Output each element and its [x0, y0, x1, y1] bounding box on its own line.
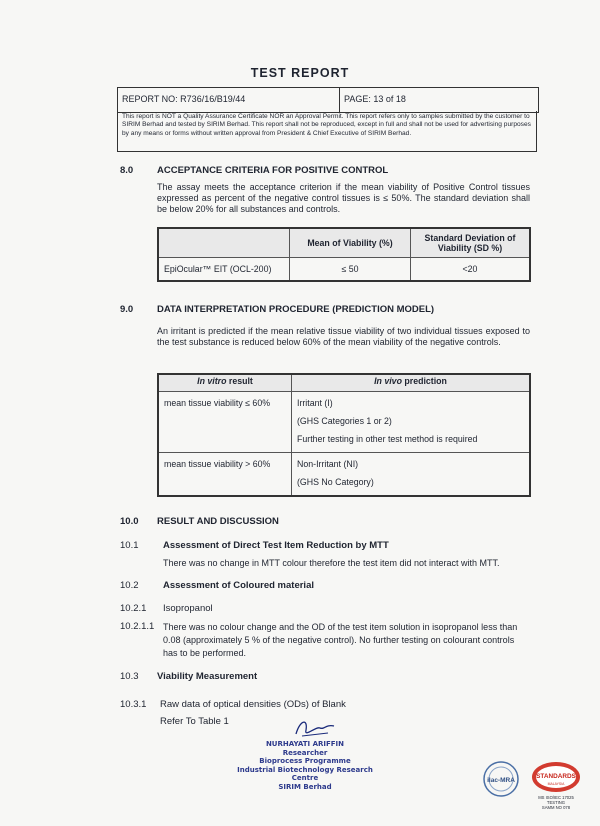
section-10-number: 10.0 [120, 516, 139, 527]
signature-block [230, 740, 380, 791]
section-8-heading: ACCEPTANCE CRITERIA FOR POSITIVE CONTROL [157, 165, 389, 176]
section-8-paragraph: The assay meets the acceptance criterion if the mean viability of Positive Control tissues expressed as percent of the negative control tissues is ≤ 50%. The standard deviation shall be below 20% for all substances and controls. [157, 182, 530, 214]
section-10-2-1-number: 10.2.1 [120, 603, 147, 614]
section-10-2-1-text: Isopropanol [163, 603, 213, 614]
section-10-2-heading: Assessment of Coloured material [163, 580, 314, 591]
ilac-mra-logo [482, 760, 520, 798]
section-9-paragraph: An irritant is predicted if the mean relative tissue viability of two individual tissues exposed to the test substance is reduced below 60% of the mean viability of the negative controls. [157, 326, 530, 347]
page-number: PAGE: 13 of 18 [344, 94, 406, 104]
section-10-2-number: 10.2 [120, 580, 139, 591]
signatory-role: Researcher [282, 748, 328, 757]
col-mean-viability: Mean of Viability (%) [290, 228, 411, 258]
section-10-3-1-text: Raw data of optical densities (ODs) of Blank [160, 699, 346, 710]
section-10-3-1-number: 10.3.1 [120, 699, 147, 710]
signatory-centre: Industrial Biotechnology Research Centre [237, 765, 373, 782]
signatory-programme: Bioprocess Programme [259, 757, 351, 765]
report-title: TEST REPORT [250, 66, 350, 80]
prediction-model-table [157, 373, 531, 497]
section-10-3-heading: Viability Measurement [157, 671, 258, 682]
sd-value: <20 [411, 258, 531, 282]
row1-result: mean tissue viability ≤ 60% [158, 392, 292, 453]
row1-prediction: Irritant (I) (GHS Categories 1 or 2) Further testing in other test method is required [292, 392, 531, 453]
section-10-2-1-1-number: 10.2.1.1 [120, 621, 155, 632]
row2-prediction: Non-Irritant (NI) (GHS No Category) [292, 453, 531, 497]
col-in-vivo-prediction: In vivo prediction [292, 374, 531, 392]
refer-table-text: Refer To Table 1 [160, 716, 229, 727]
handwritten-signature [290, 716, 340, 740]
section-10-2-1-1-text: There was no colour change and the OD of the test item solution in isopropanol less than 0.08 (approximately 5 % of the negative control). No further testing on colourant controls has to be performed. [163, 622, 518, 658]
section-10-3-number: 10.3 [120, 671, 139, 682]
ilac-mra-text: ilac-MRA [487, 777, 515, 784]
report-header [117, 87, 539, 113]
section-10-1-text: There was no change in MTT colour therefore the test item did not interact with MTT. [163, 558, 500, 568]
standards-logo-text: STANDARDS [536, 773, 576, 780]
standards-logo-subtext: MALAYSIA [547, 782, 565, 786]
signatory-name: NURHAYATI ARIFFIN [265, 740, 345, 748]
section-10-1-heading: Assessment of Direct Test Item Reduction by MTT [163, 540, 389, 551]
acceptance-criteria-table [157, 227, 531, 282]
mean-value: ≤ 50 [290, 258, 411, 282]
col-sd-viability: Standard Deviation of Viability (SD %) [411, 228, 531, 258]
standards-malaysia-logo [530, 760, 582, 794]
section-10-1-number: 10.1 [120, 540, 139, 551]
accreditation-text: MS ISO/IEC 17025 TESTING SAMM NO 078 [538, 795, 574, 810]
signatory-org: SIRIM Berhad [278, 782, 332, 791]
section-9-number: 9.0 [120, 304, 134, 315]
section-8-number: 8.0 [120, 165, 134, 176]
row2-result: mean tissue viability > 60% [158, 453, 292, 497]
col-in-vitro-result: In vitro result [158, 374, 292, 392]
section-9-heading: DATA INTERPRETATION PROCEDURE (PREDICTION MODEL) [157, 304, 435, 315]
disclaimer: This report is NOT a Quality Assurance Certificate NOR an Approval Permit. This report refers only to samples submitted by the customer to SIRIM Berhad and tested by SIRIM Berhad. This report shall not be reproduced, except in full and shall not be used for advertising purposes by any means or forms without written approval from President & Chief Executive of SIRIM Berhad. [117, 111, 537, 152]
report-number: REPORT NO: R736/16/B19/44 [118, 88, 340, 112]
section-10-heading: RESULT AND DISCUSSION [157, 516, 279, 527]
row-label: EpiOcular™ EIT (OCL-200) [158, 258, 290, 282]
